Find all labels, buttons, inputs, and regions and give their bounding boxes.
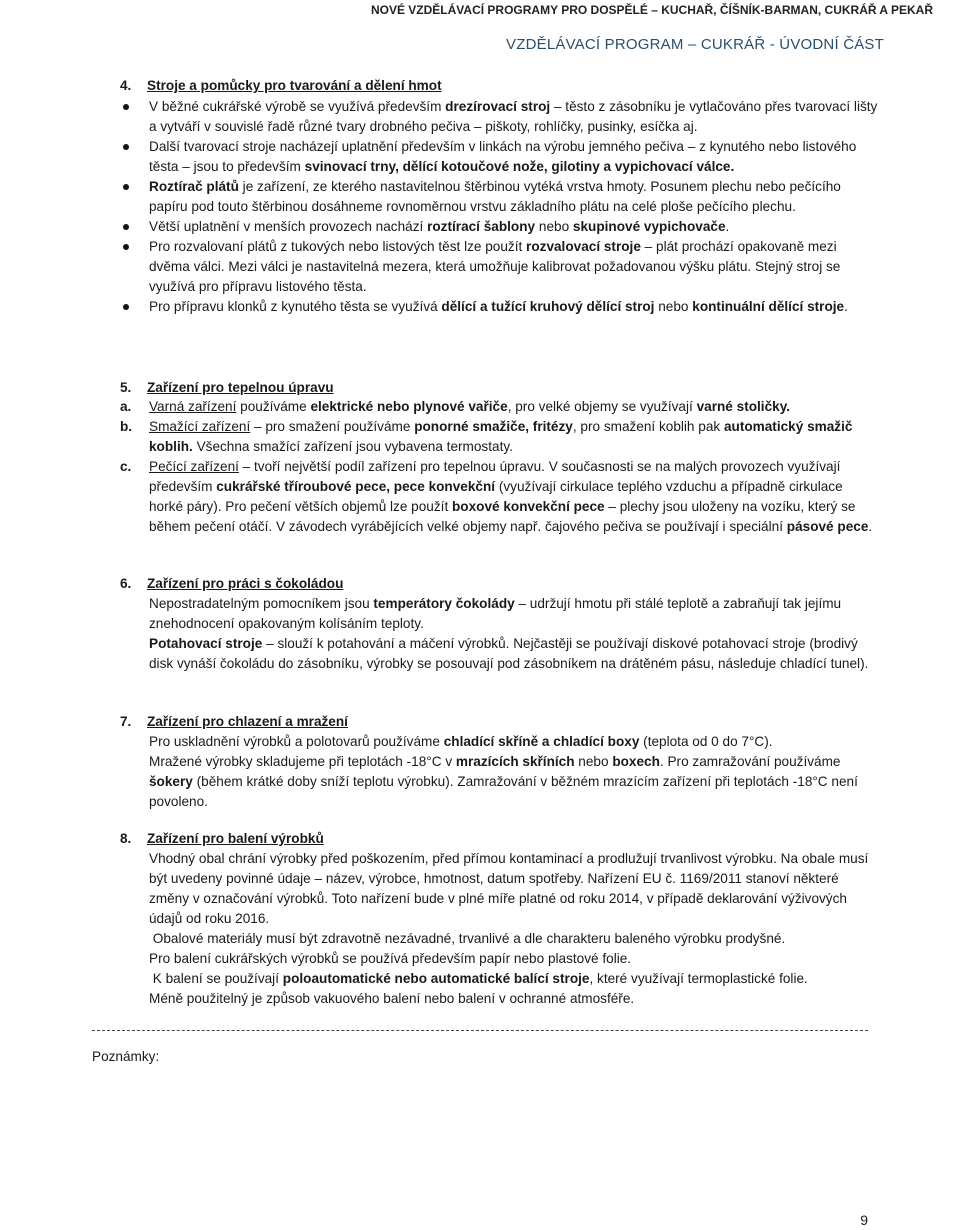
bold-term: mrazících skříních	[455, 754, 575, 769]
bold-term: elektrické nebo plynové vařiče	[310, 399, 508, 414]
section-number: 8.	[120, 831, 132, 846]
text: .	[725, 219, 730, 234]
section-7-heading	[120, 712, 348, 732]
bold-term: drezírovací stroj	[445, 99, 551, 114]
text: .	[844, 299, 848, 314]
section-number: 5.	[120, 380, 132, 395]
list-item	[120, 297, 880, 317]
section-number: 4.	[120, 78, 132, 93]
text: (využívají cirkulace teplého vzduchu a případně cirkulace horké páry). Pro pečení větších objemů lze použít	[149, 479, 843, 514]
bold-term: temperátory čokolády	[373, 596, 515, 611]
text: Pro rozvalovaní plátů z tukových nebo listových těst lze použít	[149, 239, 527, 254]
text: , které využívají termoplastické folie.	[589, 971, 808, 986]
bold-term: boxech	[612, 754, 660, 769]
bold-term: svinovací trny, dělící kotoučové nože, gilotiny a vypichovací válce.	[304, 159, 735, 174]
bold-term: rozvalovací stroje	[526, 239, 641, 254]
text: Nepostradatelným pomocníkem jsou	[149, 596, 374, 611]
bold-term: šokery	[149, 774, 193, 789]
text: nebo	[654, 299, 693, 314]
paragraph	[149, 752, 879, 812]
text: (teplota od 0 do 7°C).	[639, 734, 773, 749]
list-item	[120, 137, 880, 177]
dashed-divider	[92, 1030, 868, 1031]
section-title: Zařízení pro tepelnou úpravu	[147, 380, 334, 395]
text: – pro smažení používáme	[250, 419, 415, 434]
bold-term: roztírací šablony	[427, 219, 536, 234]
list-item	[120, 97, 880, 137]
text: . Pro zamražování používáme	[659, 754, 841, 769]
underlined-term: Varná zařízení	[149, 399, 237, 414]
list-letter: b.	[120, 419, 133, 434]
text: Mražené výrobky skladujeme při teplotách -18°C v	[149, 754, 456, 769]
page-number: 9	[860, 1212, 868, 1228]
text: je zařízení, ze kterého nastavitelnou štěrbinou vytéká vrstva hmoty. Posunem plechu nebo pečícího papíru pod touto štěrbinou dosáhneme rovnoměrnou vrstvu základního plátu na celé ploše pečícího plechu.	[149, 179, 841, 214]
text: Pro uskladnění výrobků a polotovarů používáme	[149, 734, 444, 749]
text: – udržují hmotu při stálé teplotě a zabraňují tak jejímu znehodnocení opakovaným kolísáním teploty.	[149, 596, 842, 631]
notes-label: Poznámky:	[92, 1049, 160, 1064]
section-number: 6.	[120, 576, 132, 591]
text: , pro smažení koblih pak	[572, 419, 724, 434]
bold-term: ponorné smažiče, fritézy	[414, 419, 573, 434]
section-8-heading	[120, 829, 324, 849]
list-item	[120, 397, 880, 417]
paragraph	[149, 732, 879, 752]
paragraph	[149, 634, 879, 674]
underlined-term: Smažící zařízení	[149, 419, 251, 434]
text: , pro velké objemy se využívají	[507, 399, 697, 414]
list-letter: c.	[120, 459, 132, 474]
bold-term: Potahovací stroje	[149, 636, 263, 651]
text: Větší uplatnění v menších provozech nachází	[149, 219, 428, 234]
header-title: VZDĚLÁVACÍ PROGRAM – CUKRÁŘ - ÚVODNÍ ČÁST	[506, 36, 884, 53]
bold-term: dělící a tužící kruhový dělící stroj	[441, 299, 655, 314]
text: – plát prochází opakovaně mezi dvěma válci. Mezi válci je nastavitelná mezera, která umožňuje kalibrovat požadovanou výšku plátu. Stejný stroj se využívá pro přípravu listového těsta.	[149, 239, 841, 294]
section-title: Stroje a pomůcky pro tvarování a dělení hmot	[147, 78, 442, 93]
text: nebo	[574, 754, 613, 769]
section-4-heading	[120, 76, 442, 96]
section-title: Zařízení pro chlazení a mražení	[147, 714, 348, 729]
section-8-body	[149, 849, 879, 1009]
text: Další tvarovací stroje nacházejí uplatnění především v linkách na výrobu jemného pečiva – z kynutého nebo listového těsta – jsou to především	[149, 139, 857, 174]
bold-term: poloautomatické nebo automatické balící stroje	[282, 971, 590, 986]
bold-term: cukrářské tříroubové pece, pece konvekční	[216, 479, 496, 494]
bold-term: Roztírač plátů	[149, 179, 239, 194]
text: – slouží k potahování a máčení výrobků. Nejčastěji se používají diskové potahovací stroje (brodivý disk vynáší čokoládu do zásobníku, výrobky se posouvají pod zásobníkem na drátěném pásu, následuje chladící tunel).	[149, 636, 869, 671]
text: Všechna smažící zařízení jsou vybavena termostaty.	[192, 439, 513, 454]
bold-term: pásové pece	[786, 519, 869, 534]
text: K balení se používají	[149, 971, 283, 986]
text: – těsto z zásobníku je vytlačováno přes tvarovací lišty a vytváří v souvislé řadě různé tvary drobného pečiva – piškoty, rohlíčky, pusinky, esíčka aj.	[149, 99, 878, 134]
bold-term: automatický smažič koblih.	[149, 419, 853, 454]
paragraph: Vhodný obal chrání výrobky před poškozením, před přímou kontaminací a prodlužují trvanlivost výrobku. Na obale musí být uvedeny povinné údaje – název, výrobce, hmotnost, datum spotřeby. Nařízení EU č. 1169/2011 stanoví některé změny v označování výrobků. Toto nařízení bude v plné míře platné od roku 2014, v případě deklarování výživových údajů od roku 2016.	[149, 851, 869, 926]
header-program-line: NOVÉ VZDĚLÁVACÍ PROGRAMY PRO DOSPĚLÉ – KUCHAŘ, ČÍŠNÍK-BARMAN, CUKRÁŘ A PEKAŘ	[370, 3, 933, 17]
section-title: Zařízení pro balení výrobků	[147, 831, 324, 846]
underlined-term: Pečící zařízení	[149, 459, 239, 474]
text: (během krátké doby sníží teplotu výrobku). Zamražování v běžném mrazícím zařízení při teplotách -18°C není povoleno.	[149, 774, 858, 809]
paragraph: Méně použitelný je způsob vakuového balení nebo balení v ochranné atmosféře.	[149, 991, 635, 1006]
bold-term: kontinuální dělící stroje	[692, 299, 845, 314]
section-number: 7.	[120, 714, 132, 729]
section-title: Zařízení pro práci s čokoládou	[147, 576, 344, 591]
paragraph: Pro balení cukrářských výrobků se používá především papír nebo plastové folie.	[149, 951, 632, 966]
text: .	[868, 519, 873, 534]
text: – tvoří největší podíl zařízení pro tepelnou úpravu. V současnosti se na malých provozech využívají především	[149, 459, 841, 494]
bold-term: chladící skříně a chladící boxy	[443, 734, 640, 749]
section-6-body	[149, 594, 879, 674]
paragraph: Obalové materiály musí být zdravotně nezávadné, trvanlivé a dle charakteru baleného výrobku prodyšné.	[149, 931, 786, 946]
text: Pro přípravu klonků z kynutého těsta se využívá	[149, 299, 442, 314]
bold-term: boxové konvekční pece	[452, 499, 605, 514]
text: používáme	[236, 399, 311, 414]
text: – plechy jsou uloženy na vozíku, který se během pečení otáčí. V závodech vyrábějících velké objemy např. čajového pečiva se používají i speciální	[149, 499, 856, 534]
list-item	[120, 217, 880, 237]
section-7-body	[149, 732, 879, 812]
section-5-list	[120, 397, 880, 537]
section-6-heading	[120, 574, 343, 594]
section-5-heading	[120, 378, 334, 398]
paragraph	[149, 969, 879, 989]
list-item	[120, 457, 880, 537]
list-item	[120, 417, 880, 457]
paragraph	[149, 594, 879, 634]
list-item	[120, 237, 880, 297]
text: nebo	[535, 219, 573, 234]
bold-term: varné stoličky.	[696, 399, 791, 414]
list-item	[120, 177, 880, 217]
list-letter: a.	[120, 399, 132, 414]
bold-term: skupinové vypichovače	[572, 219, 726, 234]
text: V běžné cukrářské výrobě se využívá především	[149, 99, 446, 114]
section-4-bullets	[120, 97, 880, 317]
